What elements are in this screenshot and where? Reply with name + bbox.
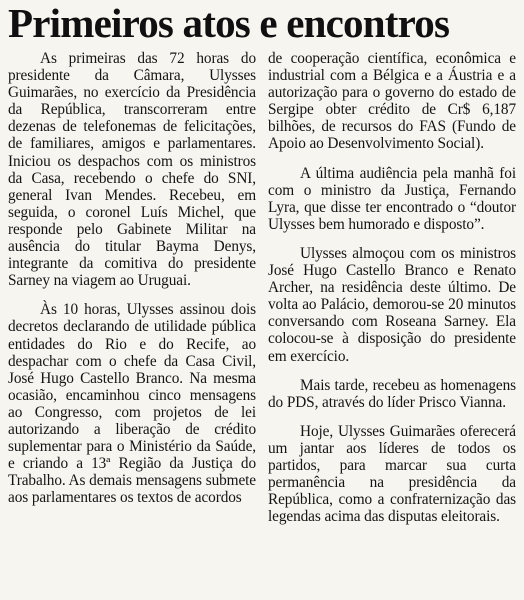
left-column	[8, 50, 256, 525]
paragraph: Às 10 horas, Ulysses assinou dois decretos declarando de utilidade pública entidades do Rio e do Recife, ao despachar com o chefe da Casa Civil, José Hugo Castello Branco. Na mesma ocasião, encaminhou cinco mensagens ao Congresso, com projetos de lei autorizando a liberação de crédito suplementar para o Ministério da Saúde, e criando a 13ª Região da Justiça do Trabalho. As demais mensagens submete aos parlamentares os textos de acordos	[8, 301, 256, 507]
paragraph: Hoje, Ulysses Guimarães oferecerá um jantar aos líderes de todos os partidos, para marcar sua curta permanência na presidência da República, como a confraternização das legendas acima das disputas eleitorais.	[268, 422, 516, 526]
paragraph: Mais tarde, recebeu as homenagens do PDS, através do líder Prisco Vianna.	[268, 376, 516, 411]
paragraph-continued: de cooperação científica, econômica e industrial com a Bélgica e a Áustria e a autorização para o governo do estado de Sergipe obter crédito de Cr$ 6,187 bilhões, de recursos do FAS (Fundo de Apoio ao Desenvolvimento Social).	[268, 50, 516, 153]
paragraph: As primeiras das 72 horas do presidente da Câmara, Ulysses Guimarães, no exercício da Presidência da República, transcorreram entre dezenas de telefonemas de felicitações, de familiares, amigos e parlamentares. Iniciou os despachos com os ministros da Casa, recebendo o chefe do SNI, general Ivan Mendes. Recebeu, em seguida, o coronel Luís Michel, que responde pelo Gabinete Militar na ausência do titular Bayma Denys, integrante da comitiva do presidente Sarney na viagem ao Uruguai.	[8, 50, 256, 290]
headline: Primeiros atos e encontros	[8, 0, 450, 46]
right-column	[268, 50, 516, 525]
article-columns	[8, 50, 516, 525]
paragraph: A última audiência pela manhã foi com o ministro da Justiça, Fernando Lyra, que disse ter encontrado o “doutor Ulysses bem humorado e disposto”.	[268, 164, 516, 233]
paragraph: Ulysses almoçou com os ministros José Hugo Castello Branco e Renato Archer, na residência deste último. De volta ao Palácio, demorou-se 20 minutos conversando com Roseana Sarney. Ela colocou-se à disposição do presidente em exercício.	[268, 244, 516, 365]
